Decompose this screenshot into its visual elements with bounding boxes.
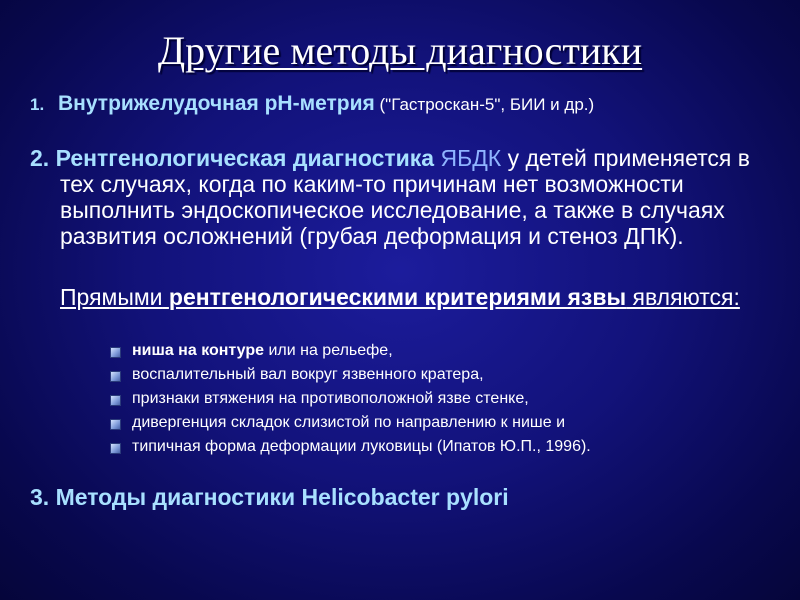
criteria-tail: являются: (632, 284, 740, 310)
item-1-heading: Внутрижелудочная рН-метрия (58, 92, 375, 115)
bullet-text: или на рельефе, (264, 342, 393, 359)
bullet-text: воспалительный вал вокруг язвенного кратера, (132, 366, 484, 383)
list-item-2 (30, 145, 770, 249)
item-2-text: у детей применяется в тех случаях, когда по каким-то причинам нет возможности выполнить эндоскопическое исследование, а также в случаях развития осложнений (грубая деформация и стеноз ДПК). (60, 145, 750, 249)
item-1-details: ("Гастроскан-5", БИИ и др.) (374, 95, 595, 114)
square-bullet-icon (110, 419, 121, 430)
list-item (110, 411, 591, 435)
square-bullet-icon (110, 347, 121, 358)
item-2-heading: Рентгенологическая диагностика (55, 145, 435, 171)
square-bullet-icon (110, 371, 121, 382)
item-2-paragraph (30, 145, 770, 249)
bullet-text: признаки втяжения на противоположной язве стенке, (132, 390, 529, 407)
list-item (110, 387, 591, 411)
list-item (110, 435, 591, 459)
square-bullet-icon (110, 443, 121, 454)
bullet-text: дивергенция складок слизистой по направлению к нише и (132, 414, 566, 431)
slide-title: Другие методы диагностики (157, 28, 643, 73)
item-1-number: 1. (30, 95, 45, 114)
list-item-1 (30, 90, 594, 119)
criteria-list (110, 339, 591, 459)
bullet-bold: ниша на контуре (132, 342, 265, 359)
criteria-bold: рентгенологическими критериями язвы (168, 284, 627, 310)
square-bullet-icon (110, 395, 121, 406)
bullet-text: типичная форма деформации луковицы (Ипатов Ю.П., 1996). (132, 438, 591, 455)
criteria-heading (60, 284, 780, 310)
item-2-number: 2. (30, 145, 50, 171)
list-item (110, 363, 591, 387)
criteria-lead: Прямыми (60, 284, 163, 310)
list-item-3: 3. Методы диагностики Helicobacter pylori (30, 484, 509, 510)
list-item (110, 339, 591, 363)
item-2-abbreviation: ЯБДК (440, 145, 502, 171)
